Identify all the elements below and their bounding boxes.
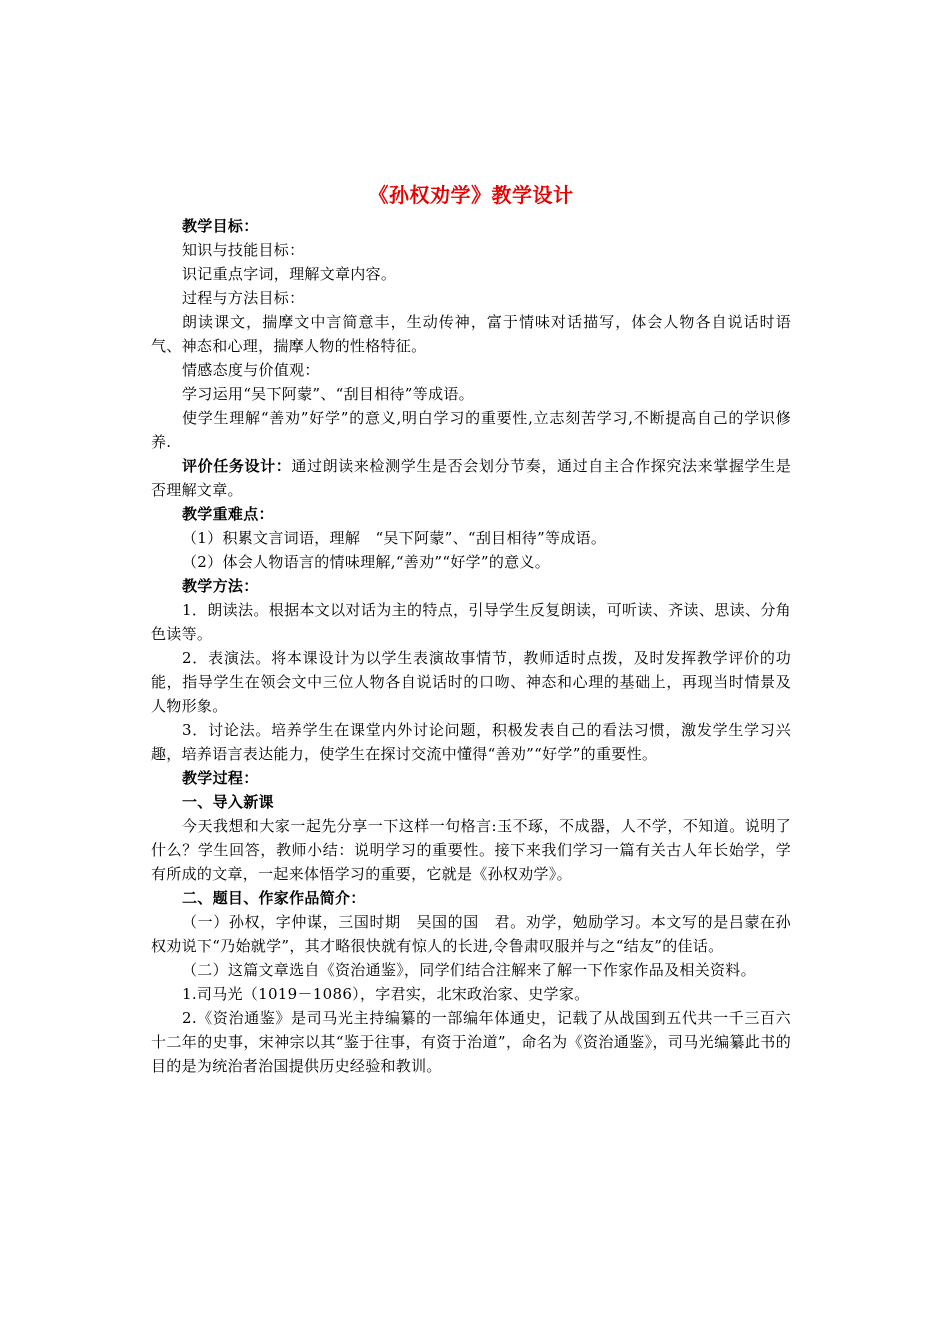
page-title: 《孙权劝学》教学设计 bbox=[368, 183, 574, 207]
paragraph: （一）孙权，字仲谋，三国时期 吴国的国 君。劝学，勉励学习。本文写的是吕蒙在孙权劝说下“乃始就学”，其才略很快就有惊人的长进,令鲁肃叹服并与之“结友”的佳话。 bbox=[151, 913, 791, 955]
paragraph: 情感态度与价值观： bbox=[182, 361, 320, 379]
paragraph: 2.《资治通鉴》是司马光主持编纂的一部编年体通史，记载了从战国到五代共一千三百六十二年的史事，宋神宗以其“鉴于往事，有资于治道”，命名为《资治通鉴》，司马光编纂此书的目的是为统治者治国提供历史经验和教训。 bbox=[151, 1009, 791, 1075]
evaluation-task-label: 评价任务设计： bbox=[182, 457, 292, 475]
paragraph: （1）积累文言词语，理解 “吴下阿蒙”、“刮目相待”等成语。 bbox=[182, 529, 607, 547]
paragraph: 学习运用“吴下阿蒙”、“刮目相待”等成语。 bbox=[182, 385, 474, 403]
evaluation-task-text: 通过朗读来检测学生是否会划分节奏，通过自主合作探究法来掌握学生是否理解文章。 bbox=[151, 457, 791, 499]
section-heading-teaching-process: 教学过程： bbox=[182, 769, 259, 787]
paragraph: 过程与方法目标： bbox=[182, 289, 305, 307]
paragraph: 2．表演法。将本课设计为以学生表演故事情节，教师适时点拨，及时发挥教学评价的功能，指导学生在领会文中三位人物各自说话时的口吻、神态和心理的基础上，再现当时情景及人物形象。 bbox=[151, 649, 791, 715]
paragraph: 知识与技能目标： bbox=[182, 241, 305, 259]
document-body bbox=[151, 180, 791, 1078]
paragraph: （二）这篇文章选自《资治通鉴》，同学们结合注解来了解一下作家作品及相关资料。 bbox=[182, 961, 756, 979]
paragraph: 识记重点字词，理解文章内容。 bbox=[182, 265, 397, 283]
paragraph: 1．朗读法。根据本文以对话为主的特点，引导学生反复朗读，可听读、齐读、思读、分角色读等。 bbox=[151, 601, 791, 643]
section-heading-key-points: 教学重难点： bbox=[182, 505, 274, 523]
paragraph-evaluation-task bbox=[151, 454, 791, 502]
section-heading-teaching-goals: 教学目标： bbox=[182, 217, 259, 235]
section-heading-teaching-methods: 教学方法： bbox=[182, 577, 259, 595]
paragraph: 1.司马光（1019－1086），字君实，北宋政治家、史学家。 bbox=[182, 985, 590, 1003]
paragraph: 今天我想和大家一起先分享一下这样一句格言:玉不琢，不成器，人不学，不知道。说明了什么？学生回答，教师小结：说明学习的重要性。接下来我们学习一篇有关古人年长始学，学有所成的文章，一起来体悟学习的重要，它就是《孙权劝学》。 bbox=[151, 817, 791, 883]
paragraph: 朗读课文，揣摩文中言简意丰，生动传神，富于情味对话描写，体会人物各自说话时语气、神态和心理，揣摩人物的性格特征。 bbox=[151, 313, 791, 355]
paragraph: （2）体会人物语言的情味理解,“善劝”“好学”的意义。 bbox=[182, 553, 551, 571]
paragraph: 3．讨论法。培养学生在课堂内外讨论问题，积极发表自己的看法习惯，激发学生学习兴趣，培养语言表达能力，使学生在探讨交流中懂得“善劝”“好学”的重要性。 bbox=[151, 721, 791, 763]
subsection-heading-author-intro: 二、题目、作家作品简介： bbox=[182, 889, 366, 907]
paragraph: 使学生理解“善劝”好学”的意义,明白学习的重要性,立志刻苦学习,不断提高自己的学识修养. bbox=[151, 409, 791, 451]
subsection-heading-introduction: 一、导入新课 bbox=[182, 793, 274, 811]
